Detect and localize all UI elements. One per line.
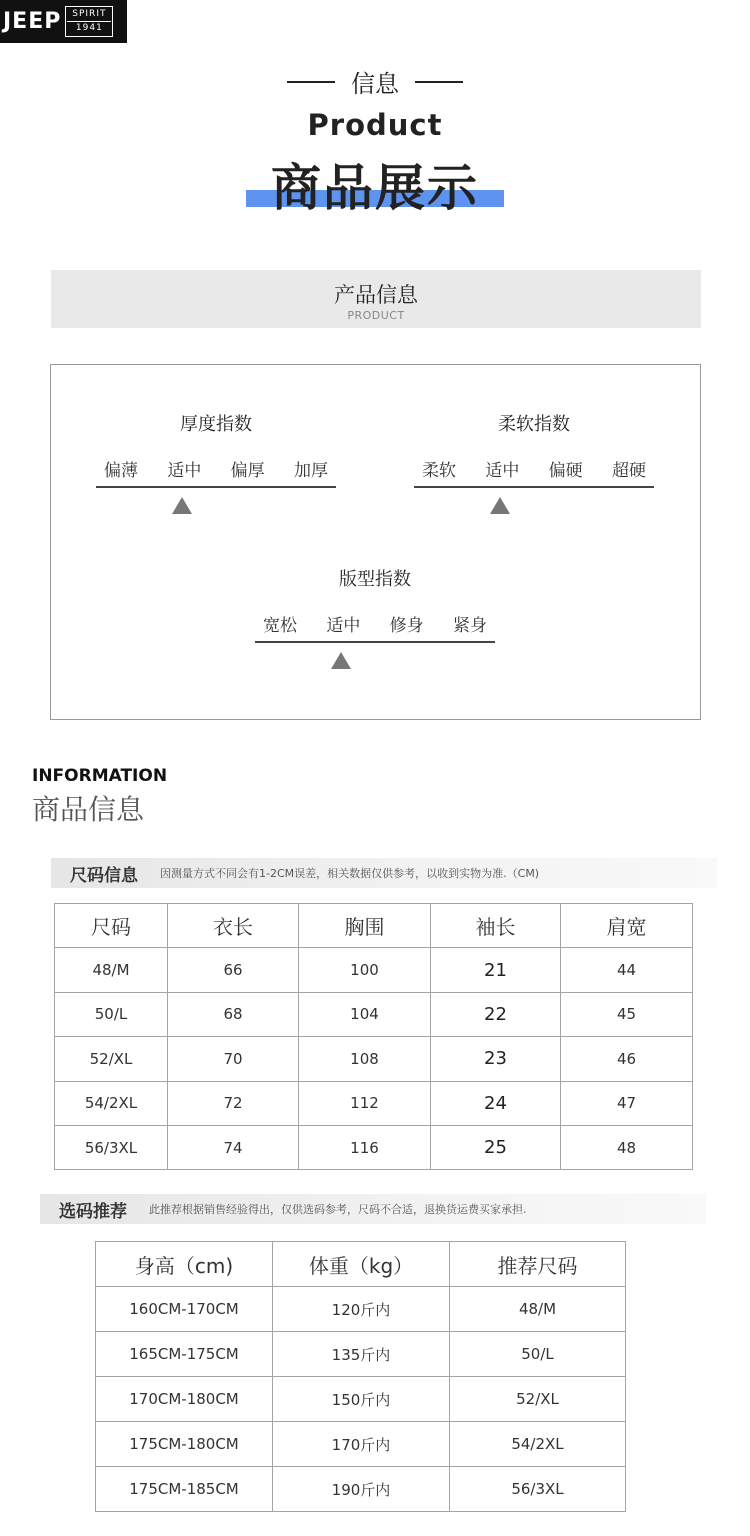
sleeve-col-header: 袖长 bbox=[431, 904, 561, 948]
size-recommend-table bbox=[95, 1241, 626, 1512]
fit-marker-triangle-icon bbox=[331, 652, 351, 669]
table-row bbox=[55, 992, 693, 1036]
softness-option: 超硬 bbox=[611, 461, 646, 481]
weight-cell: 135斤内 bbox=[273, 1332, 450, 1377]
height-cell: 175CM-185CM bbox=[96, 1467, 273, 1512]
thickness-scale-line bbox=[96, 486, 336, 488]
softness-index-title: 柔软指数 bbox=[498, 414, 570, 435]
thickness-option: 偏薄 bbox=[104, 461, 138, 481]
table-row bbox=[96, 1377, 626, 1422]
height-cell: 170CM-180CM bbox=[96, 1377, 273, 1422]
size-info-bar bbox=[51, 858, 717, 888]
thickness-index-title: 厚度指数 bbox=[180, 414, 252, 435]
weight-cell: 120斤内 bbox=[273, 1287, 450, 1332]
size-cell: 56/3XL bbox=[55, 1125, 168, 1169]
banner-subtitle: PRODUCT bbox=[347, 309, 405, 322]
height-cell: 160CM-170CM bbox=[96, 1287, 273, 1332]
chest-cell: 108 bbox=[299, 1037, 431, 1081]
size-table bbox=[54, 903, 693, 1170]
table-row bbox=[55, 1125, 693, 1169]
fit-option: 适中 bbox=[326, 616, 361, 636]
softness-option: 偏硬 bbox=[548, 461, 583, 481]
length-cell: 66 bbox=[168, 948, 299, 992]
table-row bbox=[96, 1467, 626, 1512]
softness-option: 适中 bbox=[485, 461, 520, 481]
banner-title: 产品信息 bbox=[334, 283, 418, 307]
fit-index-title: 版型指数 bbox=[339, 569, 411, 590]
shoulder-cell: 45 bbox=[561, 992, 693, 1036]
logo-sub-box bbox=[65, 6, 113, 37]
table-row bbox=[55, 1037, 693, 1081]
size-info-heading: 尺码信息 bbox=[70, 865, 138, 886]
product-info-banner bbox=[51, 270, 701, 328]
size-cell: 48/M bbox=[55, 948, 168, 992]
size-cell: 54/2XL bbox=[55, 1081, 168, 1125]
logo-sub-top: SPIRIT bbox=[72, 9, 107, 19]
softness-marker-triangle-icon bbox=[490, 497, 510, 514]
header-dash-right bbox=[415, 81, 463, 83]
sleeve-cell: 23 bbox=[431, 1037, 561, 1081]
recommended-size-col-header: 推荐尺码 bbox=[450, 1242, 626, 1287]
sleeve-cell: 25 bbox=[431, 1125, 561, 1169]
thickness-option: 加厚 bbox=[293, 461, 328, 481]
length-cell: 74 bbox=[168, 1125, 299, 1169]
height-cell: 165CM-175CM bbox=[96, 1332, 273, 1377]
shoulder-cell: 47 bbox=[561, 1081, 693, 1125]
shoulder-cell: 48 bbox=[561, 1125, 693, 1169]
softness-index bbox=[414, 410, 654, 530]
weight-cell: 170斤内 bbox=[273, 1422, 450, 1467]
logo-main-text: JEEP bbox=[3, 9, 62, 34]
brand-logo bbox=[0, 0, 127, 43]
shoulder-cell: 44 bbox=[561, 948, 693, 992]
fit-options bbox=[255, 611, 495, 636]
chest-cell: 104 bbox=[299, 992, 431, 1036]
chest-cell: 112 bbox=[299, 1081, 431, 1125]
size-recommend-heading: 选码推荐 bbox=[59, 1201, 127, 1222]
fit-index bbox=[255, 565, 495, 685]
shoulder-col-header: 肩宽 bbox=[561, 904, 693, 948]
weight-cell: 190斤内 bbox=[273, 1467, 450, 1512]
table-row bbox=[96, 1287, 626, 1332]
size-col-header: 尺码 bbox=[55, 904, 168, 948]
fit-option: 紧身 bbox=[452, 616, 487, 636]
chest-col-header: 胸围 bbox=[299, 904, 431, 948]
fit-option: 宽松 bbox=[263, 616, 297, 636]
thickness-option: 偏厚 bbox=[230, 461, 265, 481]
recommended-size-cell: 54/2XL bbox=[450, 1422, 626, 1467]
information-heading-en: INFORMATION bbox=[32, 766, 168, 786]
thickness-index bbox=[96, 410, 336, 530]
recommend-table-header-row bbox=[96, 1242, 626, 1287]
index-panel bbox=[50, 364, 701, 720]
fit-option: 修身 bbox=[389, 616, 424, 636]
chest-cell: 100 bbox=[299, 948, 431, 992]
softness-scale-line bbox=[414, 486, 654, 488]
height-col-header: 身高（cm) bbox=[96, 1242, 273, 1287]
thickness-option: 适中 bbox=[167, 461, 202, 481]
length-cell: 68 bbox=[168, 992, 299, 1036]
header-dash-left bbox=[287, 81, 335, 83]
table-row bbox=[55, 948, 693, 992]
information-heading-cn: 商品信息 bbox=[32, 793, 145, 826]
chest-cell: 116 bbox=[299, 1125, 431, 1169]
header-title-cn: 商品展示 bbox=[271, 159, 479, 217]
table-row bbox=[55, 1081, 693, 1125]
recommended-size-cell: 56/3XL bbox=[450, 1467, 626, 1512]
height-cell: 175CM-180CM bbox=[96, 1422, 273, 1467]
size-cell: 52/XL bbox=[55, 1037, 168, 1081]
sleeve-cell: 22 bbox=[431, 992, 561, 1036]
weight-cell: 150斤内 bbox=[273, 1377, 450, 1422]
thickness-marker-triangle-icon bbox=[172, 497, 192, 514]
recommended-size-cell: 52/XL bbox=[450, 1377, 626, 1422]
length-cell: 72 bbox=[168, 1081, 299, 1125]
header-subtitle-row bbox=[0, 64, 750, 99]
thickness-options bbox=[96, 456, 336, 481]
table-row bbox=[96, 1332, 626, 1377]
table-row bbox=[96, 1422, 626, 1467]
recommended-size-cell: 48/M bbox=[450, 1287, 626, 1332]
softness-options bbox=[414, 456, 654, 481]
softness-option: 柔软 bbox=[422, 461, 456, 481]
sleeve-cell: 21 bbox=[431, 948, 561, 992]
size-info-note: 因测量方式不同会有1-2CM误差，相关数据仅供参考，以收到实物为准.（CM) bbox=[160, 867, 540, 880]
size-table-header-row bbox=[55, 904, 693, 948]
header-title-en: Product bbox=[307, 108, 443, 142]
weight-col-header: 体重（kg） bbox=[273, 1242, 450, 1287]
size-cell: 50/L bbox=[55, 992, 168, 1036]
length-col-header: 衣长 bbox=[168, 904, 299, 948]
size-recommend-note: 此推荐根据销售经验得出，仅供选码参考，尺码不合适，退换货运费买家承担. bbox=[149, 1203, 527, 1216]
length-cell: 70 bbox=[168, 1037, 299, 1081]
shoulder-cell: 46 bbox=[561, 1037, 693, 1081]
recommended-size-cell: 50/L bbox=[450, 1332, 626, 1377]
sleeve-cell: 24 bbox=[431, 1081, 561, 1125]
header-subtitle: 信息 bbox=[351, 70, 399, 98]
logo-sub-bottom: 1941 bbox=[75, 23, 103, 33]
size-recommend-bar bbox=[40, 1194, 706, 1224]
fit-scale-line bbox=[255, 641, 495, 643]
